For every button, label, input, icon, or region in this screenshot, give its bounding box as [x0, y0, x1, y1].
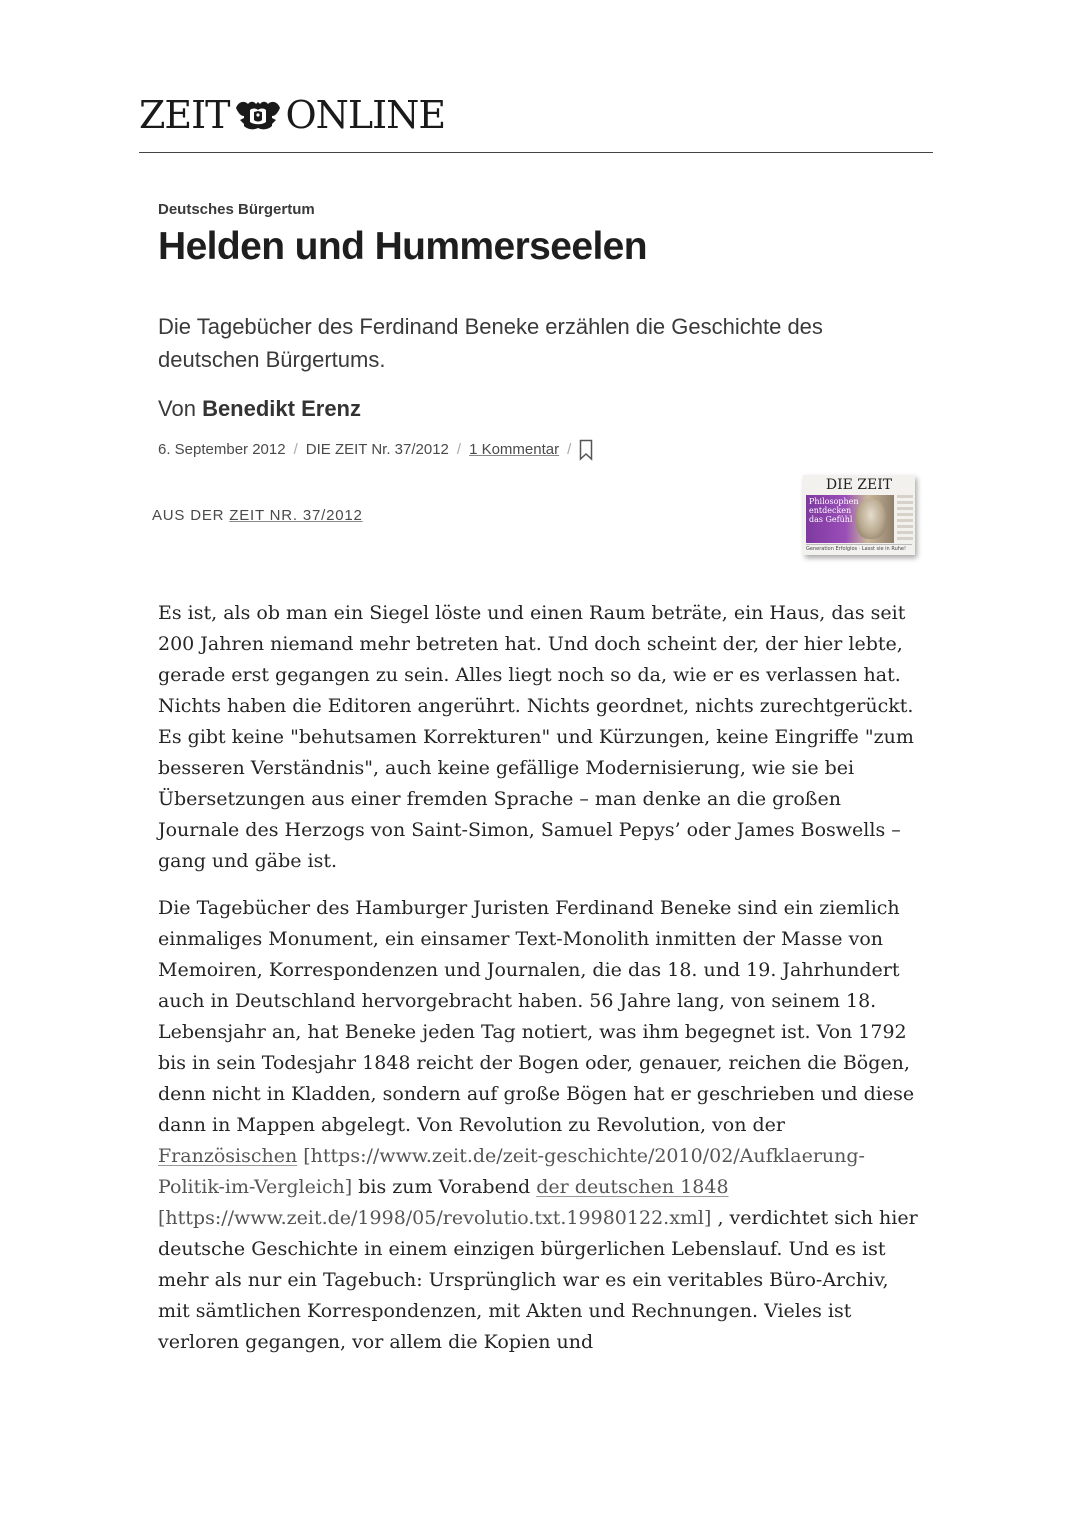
article-summary: Die Tagebücher des Ferdinand Beneke erzählen die Geschichte des deutschen Bürgertums. [158, 314, 823, 372]
publish-date: 6. September 2012 [158, 441, 286, 458]
byline [158, 394, 918, 424]
link-deutschen-1848-url: [https://www.zeit.de/1998/05/revolutio.txt.19980122.xml] [158, 1207, 712, 1229]
logo-word-zeit: ZEIT [139, 93, 230, 137]
paragraph-2-text-a: Die Tagebücher des Hamburger Juristen Ferdinand Beneke sind ein ziemlich einmaliges Monument, ein einsamer Text-Monolith inmitten der Masse von Memoiren, Korrespondenzen und Journalen, die das 18. und 19. Jahrhundert auch in Deutschland hervorgebracht haben. 56 Jahre lang, von seinem 18. Lebensjahr an, hat Beneke jeden Tag notiert, was ihm begegnet ist. Von 1792 bis in sein Todesjahr 1848 reicht der Bogen oder, genauer, reichen die Bögen, denn nicht in Kladden, sondern auf große Bögen hat er geschrieben und diese dann in Mappen abgelegt. Von Revolution zu Revolution, von der [158, 897, 915, 1136]
article-meta [158, 438, 918, 462]
eagle-seal-icon [232, 98, 284, 132]
paragraph-1: Es ist, als ob man ein Siegel löste und einen Raum beträte, ein Haus, das seit 200 Jahren niemand mehr betreten hat. Und doch scheint der, der hier lebte, gerade erst gegangen zu sein. Alles liegt noch so da, wie er es verlassen hat. Nichts haben die Editoren angerührt. Nichts geordnet, nichts zurechtgerückt. Es gibt keine "behutsamen Korrekturen" und Kürzungen, keine Eingriffe "zum besseren Verständnis", auch keine gefällige Modernisierung, wie sie bei Übersetzungen aus einer fremden Sprache – man denke an die großen Journale des Herzogs von Saint-Simon, Samuel Pepys’ oder James Boswells – gang und gäbe ist. [158, 602, 914, 872]
meta-separator: / [567, 441, 572, 458]
article-header [158, 200, 918, 462]
article-body [158, 598, 918, 1374]
logo-word-online: ONLINE [285, 93, 446, 137]
issue-cover-thumbnail[interactable] [803, 475, 915, 555]
zeit-online-logo[interactable] [139, 93, 446, 137]
link-franzoesischen[interactable]: Französischen [158, 1145, 298, 1167]
meta-separator: / [293, 441, 298, 458]
author-name[interactable]: Benedikt Erenz [202, 396, 361, 421]
link-deutschen-1848[interactable]: der deutschen 1848 [536, 1176, 729, 1198]
issue-info: DIE ZEIT Nr. 37/2012 [305, 441, 449, 458]
bookmark-icon[interactable] [579, 439, 593, 461]
cover-bust-image [856, 499, 886, 539]
cover-footer: Generation Erfolglos · Lasst sie in Ruhe! [806, 544, 912, 552]
cover-image-panel [806, 495, 894, 543]
link-franzoesischen-url: [https://www.zeit.de/zeit-geschichte/2010/02/Aufklaerung-Politik-im-Vergleich] [158, 1145, 865, 1198]
paragraph-2-text-c: , verdichtet sich hier deutsche Geschichte in einem einzigen bürgerlichen Lebenslauf. Und es ist mehr als nur ein Tagebuch: Ursprünglich war es ein veritables Büro-Archiv, mit sämtlichen Korrespondenzen, mit Akten und Rechnungen. Vieles ist verloren gegangen, vor allem die Kopien und [158, 1207, 918, 1353]
meta-separator: / [456, 441, 462, 458]
byline-prefix: Von [158, 396, 196, 421]
article-headline: Helden und Hummerseelen [158, 225, 647, 268]
paragraph-2-text-b: bis zum Vorabend [352, 1176, 537, 1198]
issue-label-prefix: AUS DER [152, 507, 225, 524]
paragraph-2 [158, 893, 918, 1358]
cover-side-column [897, 495, 913, 543]
cover-headline: Philosophen entdecken das Gefühl [809, 497, 859, 524]
comments-link[interactable]: 1 Kommentar [469, 441, 560, 458]
issue-label [152, 506, 363, 526]
cover-title: DIE ZEIT [825, 477, 893, 493]
issue-link[interactable]: ZEIT NR. 37/2012 [229, 507, 363, 524]
article-kicker: Deutsches Bürgertum [158, 201, 315, 218]
masthead [139, 92, 933, 153]
